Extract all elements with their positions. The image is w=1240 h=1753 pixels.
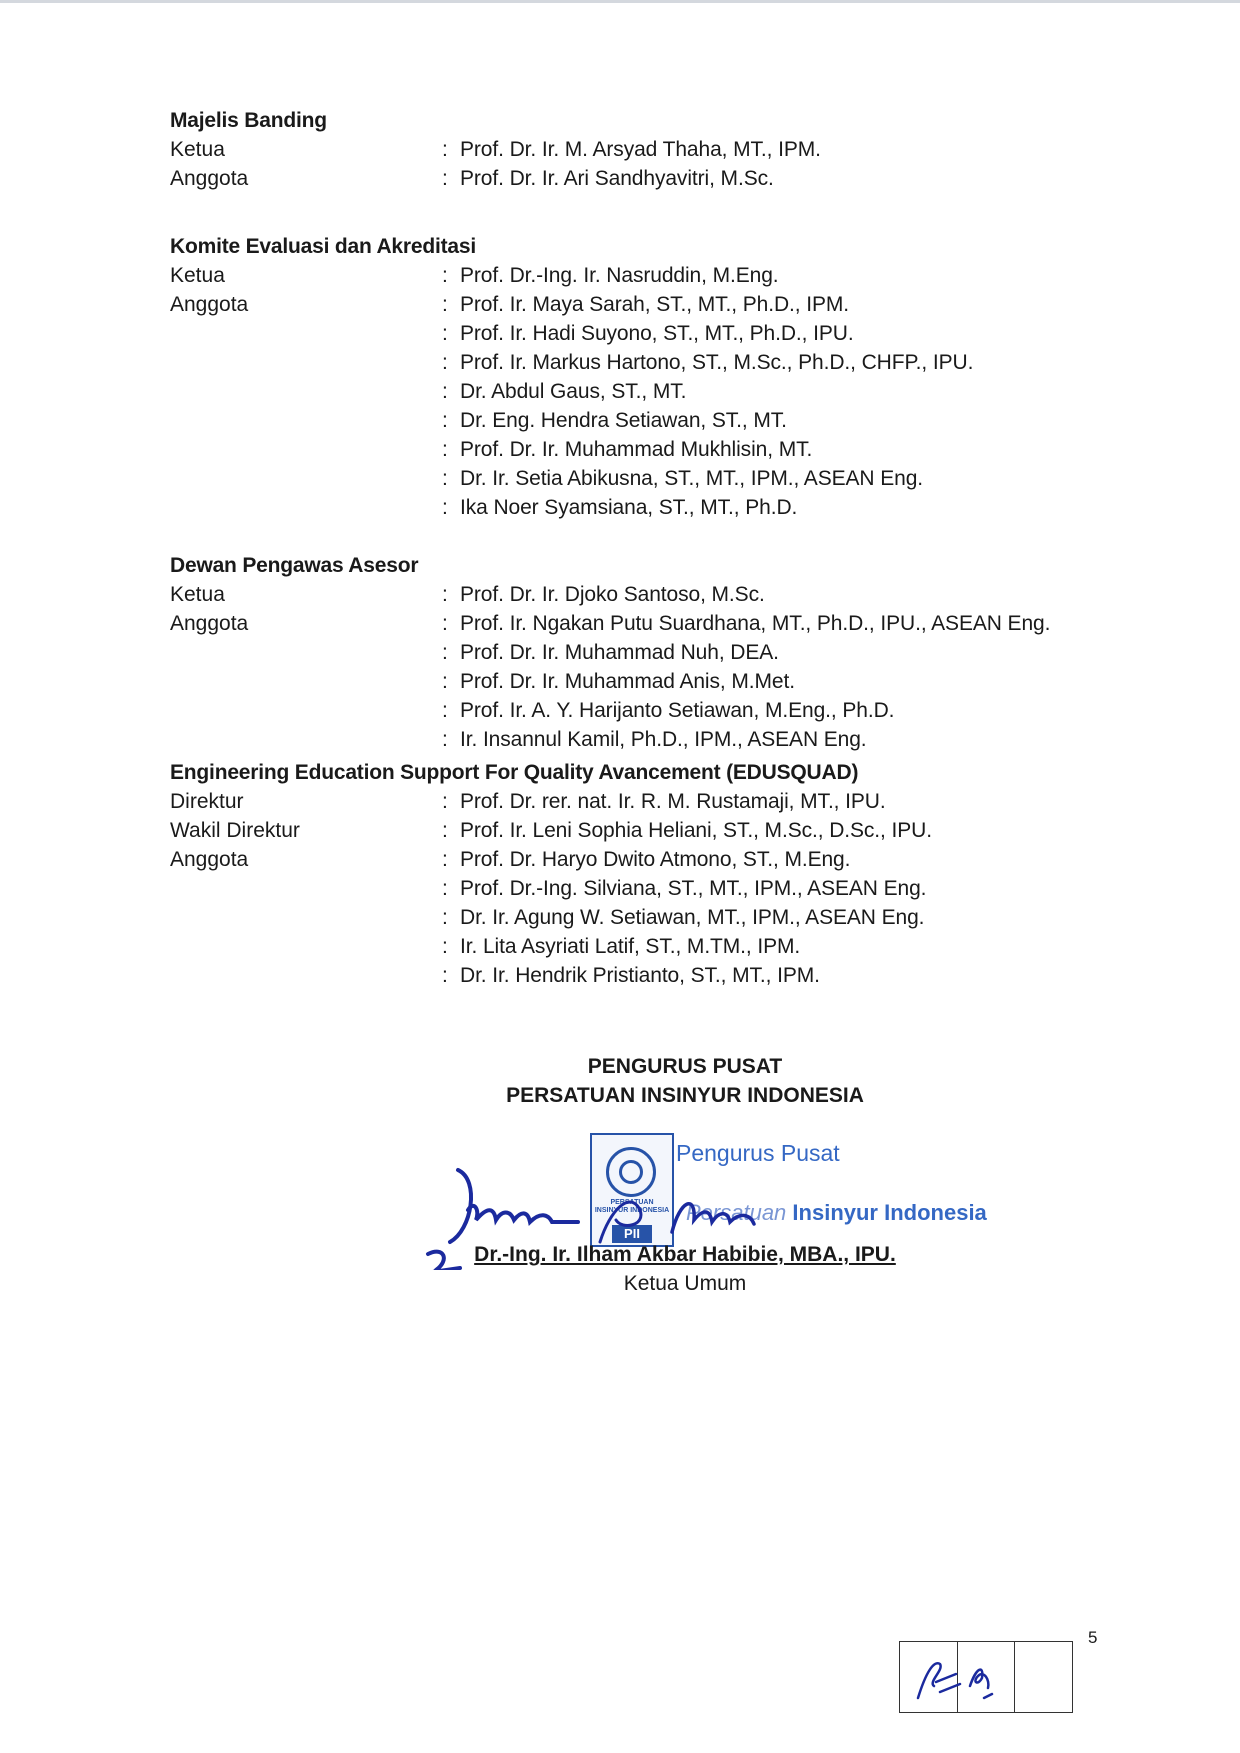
member-name: Prof. Ir. Leni Sophia Heliani, ST., M.Sc., D.Sc., IPU. [460,819,932,842]
separator: : [442,322,448,345]
signer-name: Dr.-Ing. Ir. Ilham Akbar Habibie, MBA., IPU. [474,1243,896,1266]
member-role [170,435,442,464]
separator: : [442,138,448,161]
separator: : [442,877,448,900]
member-role: Anggota [170,293,249,316]
stamp-bottom-prefix: Persatuan [686,1200,787,1225]
separator: : [442,293,448,316]
signer-name-block [400,1240,970,1269]
stamp-badge: PII [612,1225,652,1243]
separator: : [442,167,448,190]
member-row [170,464,1130,493]
separator: : [442,409,448,432]
member-row [170,290,1130,319]
member-name: Prof. Ir. A. Y. Harijanto Setiawan, M.Eng., Ph.D. [460,699,895,722]
member-role [170,377,442,406]
member-row [170,348,1130,377]
stamp-top-text: Pengurus Pusat [676,1140,840,1166]
separator: : [442,819,448,842]
member-name: Prof. Dr. Haryo Dwito Atmono, ST., M.Eng. [460,848,851,871]
member-row [170,261,1130,290]
member-role [170,493,442,522]
separator: : [442,583,448,606]
committee-list [170,106,1130,990]
member-name: Dr. Ir. Hendrik Pristianto, ST., MT., IPM. [460,964,820,987]
member-row [170,667,1130,696]
separator: : [442,964,448,987]
member-row [170,580,1130,609]
member-name: Prof. Dr.-Ing. Ir. Nasruddin, M.Eng. [460,264,779,287]
member-row [170,696,1130,725]
spacer [170,193,1130,232]
member-role [170,932,442,961]
member-name: Dr. Eng. Hendra Setiawan, ST., MT. [460,409,787,432]
member-role: Ketua [170,583,225,606]
separator: : [442,467,448,490]
separator: : [442,264,448,287]
org-line-2: PERSATUAN INSINYUR INDONESIA [506,1084,864,1107]
section-dewan-pengawas [170,551,1130,754]
member-role [170,961,442,990]
separator: : [442,380,448,403]
member-name: Ir. Lita Asyriati Latif, ST., M.TM., IPM. [460,935,801,958]
member-row [170,787,1130,816]
member-name: Prof. Dr. rer. nat. Ir. R. M. Rustamaji, MT., IPU. [460,790,886,813]
section-title: Komite Evaluasi dan Akreditasi [170,235,476,258]
member-role: Ketua [170,138,225,161]
member-role [170,464,442,493]
separator: : [442,935,448,958]
member-row [170,845,1130,874]
initial-signature-icon [958,1642,1004,1712]
member-name: Prof. Dr. Ir. Muhammad Nuh, DEA. [460,641,779,664]
member-row [170,932,1130,961]
member-role [170,638,442,667]
section-komite-evaluasi [170,232,1130,522]
member-role: Wakil Direktur [170,819,300,842]
section-edusquad [170,758,1130,990]
separator: : [442,670,448,693]
separator: : [442,438,448,461]
paraf-box [899,1641,1073,1713]
member-role [170,725,442,754]
separator: : [442,641,448,664]
stamp-bottom-main: Insinyur Indonesia [792,1200,987,1225]
member-row [170,638,1130,667]
member-name: Prof. Dr. Ir. Djoko Santoso, M.Sc. [460,583,765,606]
paraf-cell [900,1642,958,1712]
member-row [170,319,1130,348]
paraf-cell [958,1642,1016,1712]
member-row [170,816,1130,845]
member-role: Anggota [170,167,249,190]
member-row [170,135,1130,164]
member-name: Prof. Dr.-Ing. Silviana, ST., MT., IPM., ASEAN Eng. [460,877,927,900]
member-name: Prof. Dr. Ir. Ari Sandhyavitri, M.Sc. [460,167,774,190]
separator: : [442,351,448,374]
page-number: 5 [1088,1628,1098,1647]
separator: : [442,790,448,813]
member-row [170,435,1130,464]
member-name: Prof. Ir. Maya Sarah, ST., MT., Ph.D., IPM. [460,293,849,316]
separator: : [442,612,448,635]
member-role [170,348,442,377]
member-role [170,406,442,435]
member-name: Prof. Dr. Ir. Muhammad Mukhlisin, MT. [460,438,813,461]
member-role: Direktur [170,790,244,813]
member-name: Prof. Dr. Ir. M. Arsyad Thaha, MT., IPM. [460,138,821,161]
section-title: Engineering Education Support For Quality Avancement (EDUSQUAD) [170,761,859,784]
member-row [170,725,1130,754]
stamp-small-text: PERSATUAN INSINYUR INDONESIA [594,1199,670,1214]
section-title: Majelis Banding [170,109,327,132]
member-row [170,903,1130,932]
member-row [170,609,1130,638]
separator: : [442,906,448,929]
separator: : [442,496,448,519]
member-row [170,961,1130,990]
member-row [170,493,1130,522]
member-name: Ika Noer Syamsiana, ST., MT., Ph.D. [460,496,798,519]
member-name: Prof. Ir. Hadi Suyono, ST., MT., Ph.D., IPU. [460,322,854,345]
member-name: Prof. Dr. Ir. Muhammad Anis, M.Met. [460,670,795,693]
member-row [170,406,1130,435]
member-name: Prof. Ir. Markus Hartono, ST., M.Sc., Ph.D., CHFP., IPU. [460,351,974,374]
member-row [170,377,1130,406]
separator: : [442,728,448,751]
member-role [170,903,442,932]
section-title: Dewan Pengawas Asesor [170,554,419,577]
member-name: Dr. Abdul Gaus, ST., MT. [460,380,687,403]
member-role: Anggota [170,848,249,871]
member-name: Prof. Ir. Ngakan Putu Suardhana, MT., Ph.D., IPU., ASEAN Eng. [460,612,1051,635]
signer-title: Ketua Umum [623,1272,747,1295]
member-role [170,319,442,348]
member-role: Ketua [170,264,225,287]
page-top-edge [0,0,1240,3]
member-role [170,874,442,903]
member-row [170,874,1130,903]
member-row [170,164,1130,193]
separator: : [442,848,448,871]
paraf-cell-empty [1015,1642,1072,1712]
spacer [170,522,1130,551]
member-role [170,667,442,696]
member-role: Anggota [170,612,249,635]
section-majelis-banding [170,106,1130,193]
member-name: Dr. Ir. Agung W. Setiawan, MT., IPM., ASEAN Eng. [460,906,925,929]
member-name: Ir. Insannul Kamil, Ph.D., IPM., ASEAN Eng. [460,728,867,751]
organization-block [400,1052,970,1110]
member-name: Dr. Ir. Setia Abikusna, ST., MT., IPM., ASEAN Eng. [460,467,924,490]
member-role [170,696,442,725]
separator: : [442,699,448,722]
org-line-1: PENGURUS PUSAT [587,1055,783,1078]
